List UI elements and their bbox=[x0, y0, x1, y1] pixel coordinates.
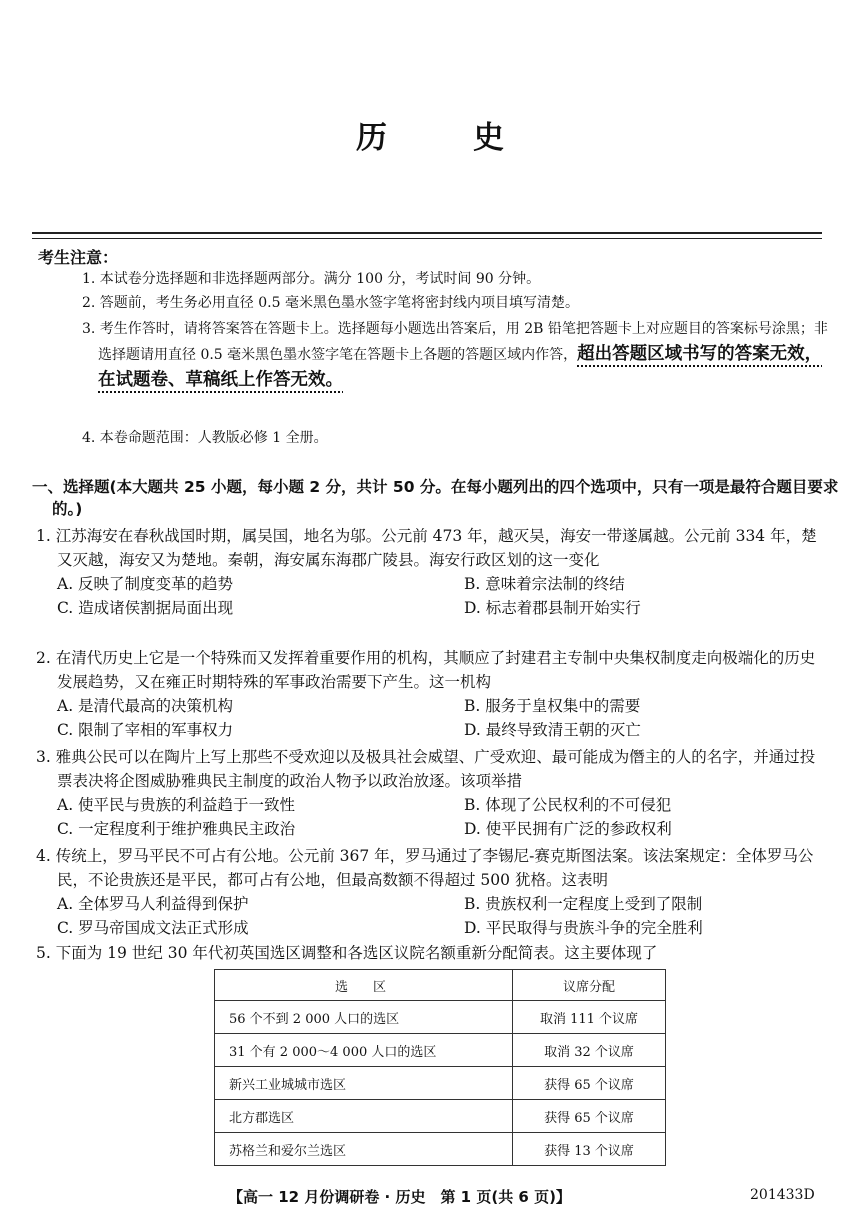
table-cell: 取消 32 个议席 bbox=[513, 1034, 666, 1067]
table-row bbox=[215, 1001, 666, 1034]
options bbox=[36, 892, 828, 940]
option-c: C. 罗马帝国成文法正式形成 bbox=[57, 919, 249, 937]
title-char-1: 历 bbox=[356, 120, 387, 156]
options bbox=[36, 572, 828, 620]
table-header-row bbox=[215, 970, 666, 1001]
table-cell: 31 个有 2 000～4 000 人口的选区 bbox=[215, 1034, 513, 1067]
table-row bbox=[215, 1100, 666, 1133]
question-2 bbox=[36, 646, 828, 742]
page-title bbox=[0, 112, 860, 157]
table-cell: 获得 13 个议席 bbox=[513, 1133, 666, 1166]
notice-item-4: 4. 本卷命题范围：人教版必修 1 全册。 bbox=[82, 430, 328, 446]
option-c: C. 一定程度利于维护雅典民主政治 bbox=[57, 820, 296, 838]
options bbox=[36, 793, 828, 841]
table-cell: 苏格兰和爱尔兰选区 bbox=[215, 1133, 513, 1166]
question-stem: 3. 雅典公民可以在陶片上写上那些不受欢迎以及极具社会威望、广受欢迎、最可能成为僭主的人的名字，并通过投票表决将企图威胁雅典民主制度的政治人物予以政治放逐。该项举措 bbox=[36, 748, 816, 790]
option-c: C. 限制了宰相的军事权力 bbox=[57, 721, 234, 739]
notice-item-3-text: 3. 考生作答时，请将答案答在答题卡上。选择题每小题选出答案后，用 2B 铅笔把答题卡上对应题目的答案标号涂黑；非选择题请用直径 0.5 毫米黑色墨水签字笔在答题卡上各题的答题区域内作答， bbox=[82, 321, 828, 363]
notice-item-3 bbox=[82, 317, 838, 394]
question-4 bbox=[36, 844, 828, 940]
table-cell: 取消 111 个议席 bbox=[513, 1001, 666, 1034]
divider-thin bbox=[32, 238, 822, 239]
question-stem: 5. 下面为 19 世纪 30 年代初英国选区调整和各选区议院名额重新分配简表。这主要体现了 bbox=[36, 944, 658, 962]
page-footer: 【高一 12 月份调研卷 · 历史 第 1 页(共 6 页)】 bbox=[228, 1188, 571, 1206]
table-row bbox=[215, 1067, 666, 1100]
table-row bbox=[215, 1034, 666, 1067]
question-1 bbox=[36, 524, 828, 620]
option-a: A. 使平民与贵族的利益趋于一致性 bbox=[57, 796, 296, 814]
exam-code: 201433D bbox=[750, 1187, 815, 1203]
table-cell: 获得 65 个议席 bbox=[513, 1100, 666, 1133]
table-cell: 获得 65 个议席 bbox=[513, 1067, 666, 1100]
option-b: B. 贵族权利一定程度上受到了限制 bbox=[464, 895, 703, 913]
divider-thick bbox=[32, 232, 822, 234]
option-b: B. 服务于皇权集中的需要 bbox=[464, 697, 641, 715]
option-b: B. 体现了公民权利的不可侵犯 bbox=[464, 796, 672, 814]
question-stem: 4. 传统上，罗马平民不可占有公地。公元前 367 年，罗马通过了李锡尼-赛克斯图法案。该法案规定：全体罗马公民，不论贵族还是平民，都可占有公地，但最高数额不得超过 500 犹格。这表明 bbox=[36, 847, 814, 889]
notice-item-3-emphasis: 超出答题区域书写的答案无效，在试题卷、草稿纸上作答无效。 bbox=[98, 344, 823, 390]
table-row bbox=[215, 1133, 666, 1166]
question-3 bbox=[36, 745, 828, 841]
question-stem: 2. 在清代历史上它是一个特殊而又发挥着重要作用的机构，其顺应了封建君主专制中央集权制度走向极端化的历史发展趋势，又在雍正时期特殊的军事政治需要下产生。这一机构 bbox=[36, 649, 816, 691]
title-char-2: 史 bbox=[473, 120, 504, 156]
question-5 bbox=[36, 941, 828, 965]
notice-item-2: 2. 答题前，考生务必用直径 0.5 毫米黑色墨水签字笔将密封线内项目填写清楚。 bbox=[82, 295, 579, 311]
table-header: 选 区 bbox=[215, 970, 513, 1001]
option-d: D. 最终导致清王朝的灭亡 bbox=[464, 721, 641, 739]
section-heading-text: 一、选择题(本大题共 25 小题，每小题 2 分，共计 50 分。在每小题列出的四个选项中，只有一项是最符合题目要求的。) bbox=[32, 478, 839, 518]
question-stem: 1. 江苏海安在春秋战国时期，属吴国，地名为邬。公元前 473 年，越灭吴，海安一带遂属越。公元前 334 年，楚又灭越，海安又为楚地。秦朝，海安属东海郡广陵县。海安行政区划的这一变化 bbox=[36, 527, 817, 569]
option-d: D. 平民取得与贵族斗争的完全胜利 bbox=[464, 919, 703, 937]
options bbox=[36, 694, 828, 742]
option-b: B. 意味着宗法制的终结 bbox=[464, 575, 625, 593]
notice-heading: 考生注意： bbox=[38, 248, 119, 267]
notice-item-1: 1. 本试卷分选择题和非选择题两部分。满分 100 分，考试时间 90 分钟。 bbox=[82, 271, 541, 287]
option-a: A. 全体罗马人利益得到保护 bbox=[57, 895, 249, 913]
electoral-table bbox=[214, 969, 666, 1166]
table-cell: 新兴工业城城市选区 bbox=[215, 1067, 513, 1100]
section-heading bbox=[32, 476, 848, 520]
table-cell: 北方郡选区 bbox=[215, 1100, 513, 1133]
option-c: C. 造成诸侯割据局面出现 bbox=[57, 599, 234, 617]
option-d: D. 使平民拥有广泛的参政权利 bbox=[464, 820, 672, 838]
option-a: A. 是清代最高的决策机构 bbox=[57, 697, 234, 715]
table-header: 议席分配 bbox=[513, 970, 666, 1001]
table-cell: 56 个不到 2 000 人口的选区 bbox=[215, 1001, 513, 1034]
option-a: A. 反映了制度变革的趋势 bbox=[57, 575, 234, 593]
option-d: D. 标志着郡县制开始实行 bbox=[464, 599, 641, 617]
